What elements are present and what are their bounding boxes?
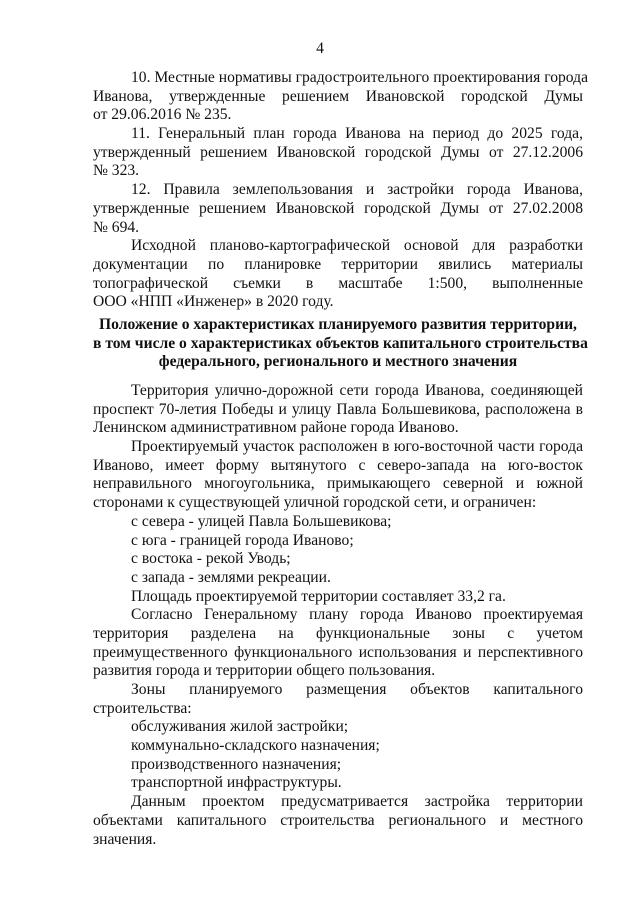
list-item: с севера - улицей Павла Большевикова; — [131, 512, 392, 530]
text-line: от 29.06.2016 № 235. — [93, 106, 232, 124]
text-line: Иванова, утвержденные решением Ивановской городской Думы — [93, 87, 583, 105]
text-line: Данным проектом предусматривается застройка территории — [131, 793, 583, 811]
text-line: Территория улично-дорожной сети города Иванова, соединяющей — [131, 382, 583, 399]
text-line: строительства: — [93, 699, 192, 717]
text-line: территория разделена на функциональные зоны с учетом — [93, 624, 583, 642]
text-line: 12. Правила землепользования и застройки города Иванова, — [131, 181, 583, 199]
list-item: с запада - землями рекреации. — [131, 568, 331, 586]
text-line: проспект 70-летия Победы и улицу Павла Большевикова, расположена в — [93, 400, 583, 418]
heading-line: федерального, регионального и местного значения — [158, 353, 518, 371]
text-line: утвержденные решением Ивановской городской Думы от 27.02.2008 — [93, 199, 583, 217]
text-line: 11. Генеральный план города Иванова на период до 2025 года, — [131, 125, 583, 143]
heading-line: в том числе о характеристиках объектов капитального строительства — [93, 334, 588, 352]
text-line: неправильного многоугольника, примыкающего северной и южной — [93, 475, 583, 493]
text-line: № 323. — [93, 162, 140, 180]
list-item: производственного назначения; — [131, 755, 342, 773]
text-line: Согласно Генеральному плану города Иваново проектируемая — [131, 606, 583, 624]
text-line: сторонами к существующей уличной городской сети, и ограничен: — [93, 494, 537, 512]
text-line: Зоны планируемого размещения объектов капитального — [131, 681, 583, 698]
list-item: коммунально-складского назначения; — [131, 737, 380, 755]
section-heading — [93, 316, 588, 372]
text-line: № 694. — [93, 218, 140, 236]
page-number: 4 — [316, 40, 324, 57]
text-line: топографической съемки в масштабе 1:500, выполненные — [93, 274, 583, 292]
text-line: Проектируемый участок расположен в юго-восточной части города — [131, 438, 583, 456]
list-item: с востока - рекой Уводь; — [131, 550, 291, 568]
text-line: Исходной планово-картографической основой для разработки — [131, 237, 583, 255]
territory-description — [93, 382, 583, 849]
text-line: Иваново, имеет форму вытянутого с северо-запада на юго-восток — [93, 456, 583, 474]
text-line: преимущественного функционального использования и перспективного — [93, 643, 583, 661]
list-item: обслуживания жилой застройки; — [131, 718, 349, 736]
text-line: 10. Местные нормативы градостроительного проектирования города — [131, 69, 589, 86]
text-line: объектами капитального строительства регионального и местного — [93, 811, 583, 829]
list-item: транспортной инфраструктуры. — [131, 774, 342, 792]
text-line: развития города и территории общего пользования. — [93, 662, 436, 680]
text-line: утвержденный решением Ивановской городской Думы от 27.12.2006 — [93, 143, 583, 161]
list-item: с юга - границей города Иваново; — [131, 531, 354, 549]
text-line: Площадь проектируемой территории составляет 33,2 га. — [131, 587, 506, 605]
text-line: Ленинском административном районе города Иваново. — [93, 419, 459, 437]
normative-list — [93, 69, 589, 312]
text-line: документации по планировке территории явились материалы — [93, 255, 583, 273]
heading-line: Положение о характеристиках планируемого развития территории, — [99, 316, 577, 333]
text-line: ООО «НПП «Инженер» в 2020 году. — [93, 293, 334, 311]
text-line: значения. — [93, 830, 157, 848]
